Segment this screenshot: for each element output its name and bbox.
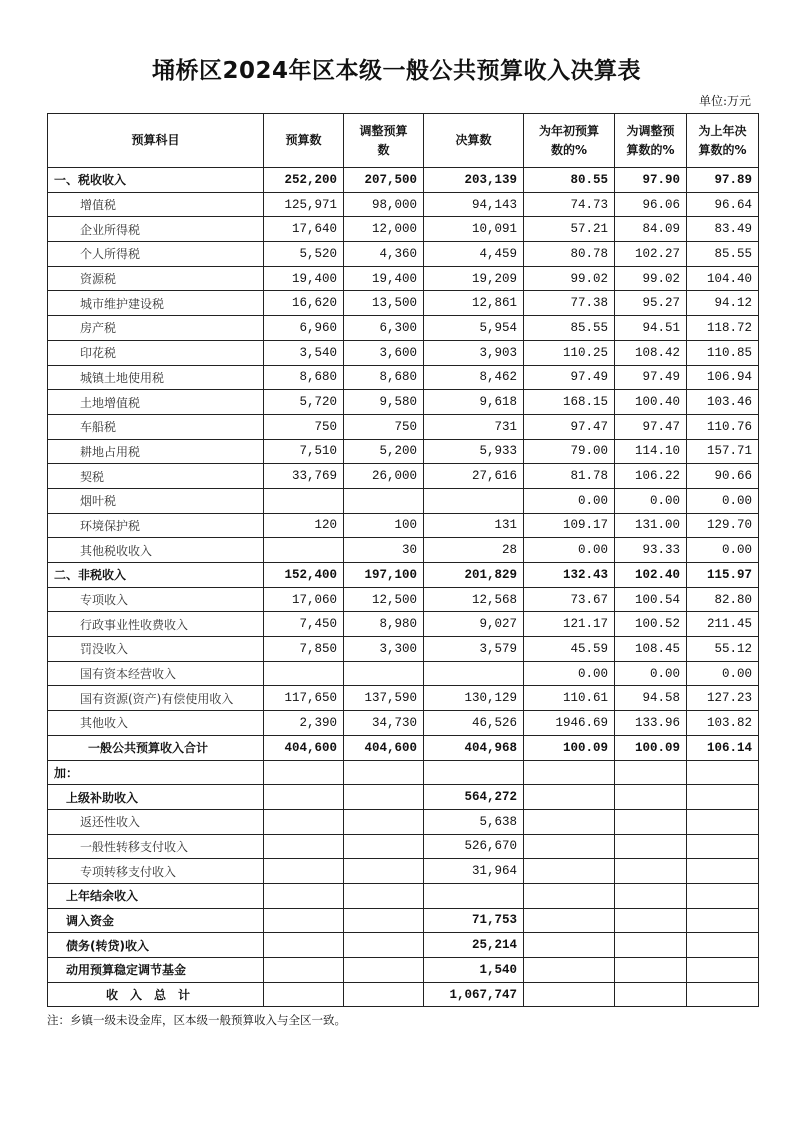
cell-pct-last-year: 82.80 — [687, 587, 759, 612]
cell-budget: 8,680 — [264, 365, 344, 390]
table-row — [48, 760, 759, 785]
cell-pct-adjusted — [615, 883, 687, 908]
header-pct-adjusted: 为调整预算数的% — [615, 114, 687, 168]
cell-pct-adjusted — [615, 834, 687, 859]
table-row — [48, 686, 759, 711]
table-row — [48, 859, 759, 884]
footnote: 注：乡镇一级未设金库，区本级一般预算收入与全区一致。 — [47, 1013, 346, 1027]
cell-pct-adjusted — [615, 982, 687, 1007]
cell-adjusted-budget: 4,360 — [344, 242, 424, 267]
cell-budget — [264, 933, 344, 958]
cell-budget: 17,640 — [264, 217, 344, 242]
cell-pct-initial: 0.00 — [524, 661, 615, 686]
cell-subject: 耕地占用税 — [48, 439, 264, 464]
cell-adjusted-budget: 12,500 — [344, 587, 424, 612]
header-pct-initial: 为年初预算数的% — [524, 114, 615, 168]
cell-pct-last-year — [687, 933, 759, 958]
table-row — [48, 464, 759, 489]
table-row — [48, 908, 759, 933]
cell-pct-adjusted: 94.51 — [615, 316, 687, 341]
cell-subject: 一、税收收入 — [48, 168, 264, 193]
table-row — [48, 538, 759, 563]
table-body — [48, 168, 759, 1007]
cell-final: 5,954 — [424, 316, 524, 341]
cell-subject: 一般性转移支付收入 — [48, 834, 264, 859]
cell-adjusted-budget: 8,680 — [344, 365, 424, 390]
cell-pct-last-year — [687, 982, 759, 1007]
cell-final: 5,933 — [424, 439, 524, 464]
cell-pct-initial: 121.17 — [524, 612, 615, 637]
cell-pct-adjusted: 0.00 — [615, 488, 687, 513]
cell-budget: 152,400 — [264, 563, 344, 588]
cell-pct-last-year — [687, 785, 759, 810]
cell-adjusted-budget: 98,000 — [344, 192, 424, 217]
cell-pct-adjusted — [615, 809, 687, 834]
table-row — [48, 291, 759, 316]
cell-pct-last-year: 115.97 — [687, 563, 759, 588]
cell-adjusted-budget — [344, 982, 424, 1007]
cell-adjusted-budget: 6,300 — [344, 316, 424, 341]
cell-pct-last-year: 106.94 — [687, 365, 759, 390]
page-title: 埇桥区2024年区本级一般公共预算收入决算表 — [151, 58, 641, 84]
cell-final: 9,027 — [424, 612, 524, 637]
header-adjusted-budget: 调整预算数 — [344, 114, 424, 168]
cell-final: 25,214 — [424, 933, 524, 958]
cell-budget: 125,971 — [264, 192, 344, 217]
cell-subject: 上年结余收入 — [48, 883, 264, 908]
cell-subject: 房产税 — [48, 316, 264, 341]
cell-adjusted-budget: 3,600 — [344, 340, 424, 365]
cell-pct-initial — [524, 834, 615, 859]
cell-budget: 7,450 — [264, 612, 344, 637]
cell-pct-initial: 1946.69 — [524, 711, 615, 736]
cell-budget: 7,510 — [264, 439, 344, 464]
cell-pct-last-year: 94.12 — [687, 291, 759, 316]
cell-pct-initial: 57.21 — [524, 217, 615, 242]
cell-pct-adjusted: 114.10 — [615, 439, 687, 464]
table-row — [48, 982, 759, 1007]
cell-budget — [264, 760, 344, 785]
cell-pct-last-year: 211.45 — [687, 612, 759, 637]
cell-pct-adjusted: 93.33 — [615, 538, 687, 563]
cell-pct-initial: 110.61 — [524, 686, 615, 711]
table-row — [48, 488, 759, 513]
table-row — [48, 340, 759, 365]
cell-budget: 117,650 — [264, 686, 344, 711]
cell-pct-initial: 132.43 — [524, 563, 615, 588]
cell-final: 5,638 — [424, 809, 524, 834]
table-row — [48, 661, 759, 686]
cell-budget: 16,620 — [264, 291, 344, 316]
cell-adjusted-budget: 9,580 — [344, 390, 424, 415]
cell-pct-initial: 85.55 — [524, 316, 615, 341]
cell-adjusted-budget: 750 — [344, 414, 424, 439]
cell-adjusted-budget — [344, 661, 424, 686]
cell-budget: 3,540 — [264, 340, 344, 365]
cell-pct-initial: 109.17 — [524, 513, 615, 538]
cell-adjusted-budget: 3,300 — [344, 637, 424, 662]
cell-final: 526,670 — [424, 834, 524, 859]
cell-budget — [264, 908, 344, 933]
table-row — [48, 316, 759, 341]
cell-pct-initial: 81.78 — [524, 464, 615, 489]
cell-final: 404,968 — [424, 735, 524, 760]
cell-subject: 契税 — [48, 464, 264, 489]
cell-pct-initial: 80.55 — [524, 168, 615, 193]
cell-adjusted-budget — [344, 760, 424, 785]
header-final: 决算数 — [424, 114, 524, 168]
cell-budget: 750 — [264, 414, 344, 439]
cell-budget — [264, 958, 344, 983]
cell-adjusted-budget: 137,590 — [344, 686, 424, 711]
cell-pct-adjusted: 94.58 — [615, 686, 687, 711]
table-row — [48, 365, 759, 390]
cell-pct-adjusted: 97.47 — [615, 414, 687, 439]
cell-final: 564,272 — [424, 785, 524, 810]
table-row — [48, 612, 759, 637]
cell-pct-initial: 74.73 — [524, 192, 615, 217]
cell-pct-initial — [524, 859, 615, 884]
cell-pct-last-year: 0.00 — [687, 661, 759, 686]
cell-pct-initial: 99.02 — [524, 266, 615, 291]
cell-budget: 7,850 — [264, 637, 344, 662]
cell-final: 94,143 — [424, 192, 524, 217]
cell-budget: 404,600 — [264, 735, 344, 760]
cell-subject: 二、非税收入 — [48, 563, 264, 588]
cell-adjusted-budget: 30 — [344, 538, 424, 563]
cell-subject: 城镇土地使用税 — [48, 365, 264, 390]
cell-final: 201,829 — [424, 563, 524, 588]
cell-pct-last-year — [687, 760, 759, 785]
cell-budget — [264, 661, 344, 686]
cell-final: 131 — [424, 513, 524, 538]
table-row — [48, 414, 759, 439]
cell-adjusted-budget: 404,600 — [344, 735, 424, 760]
cell-pct-adjusted: 97.49 — [615, 365, 687, 390]
cell-pct-initial: 79.00 — [524, 439, 615, 464]
cell-final: 71,753 — [424, 908, 524, 933]
cell-final: 3,579 — [424, 637, 524, 662]
cell-budget — [264, 883, 344, 908]
cell-subject: 车船税 — [48, 414, 264, 439]
cell-adjusted-budget — [344, 834, 424, 859]
cell-pct-last-year: 85.55 — [687, 242, 759, 267]
cell-pct-last-year: 0.00 — [687, 488, 759, 513]
cell-pct-last-year: 97.89 — [687, 168, 759, 193]
cell-pct-adjusted: 0.00 — [615, 661, 687, 686]
cell-adjusted-budget: 197,100 — [344, 563, 424, 588]
cell-pct-last-year: 104.40 — [687, 266, 759, 291]
cell-subject: 上级补助收入 — [48, 785, 264, 810]
cell-pct-last-year — [687, 809, 759, 834]
cell-pct-adjusted — [615, 785, 687, 810]
cell-subject: 加： — [48, 760, 264, 785]
cell-pct-last-year: 55.12 — [687, 637, 759, 662]
cell-final — [424, 760, 524, 785]
table-row — [48, 563, 759, 588]
cell-subject: 企业所得税 — [48, 217, 264, 242]
cell-adjusted-budget: 13,500 — [344, 291, 424, 316]
table-row — [48, 637, 759, 662]
cell-pct-initial: 100.09 — [524, 735, 615, 760]
cell-subject: 增值税 — [48, 192, 264, 217]
table-row — [48, 242, 759, 267]
cell-adjusted-budget: 8,980 — [344, 612, 424, 637]
cell-budget: 17,060 — [264, 587, 344, 612]
cell-pct-last-year — [687, 958, 759, 983]
cell-pct-initial — [524, 809, 615, 834]
header-subject: 预算科目 — [48, 114, 264, 168]
budget-revenue-table — [47, 113, 759, 1007]
cell-pct-last-year — [687, 883, 759, 908]
table-row — [48, 192, 759, 217]
cell-budget: 5,720 — [264, 390, 344, 415]
cell-final: 12,861 — [424, 291, 524, 316]
cell-pct-adjusted: 95.27 — [615, 291, 687, 316]
table-row — [48, 266, 759, 291]
cell-pct-adjusted: 99.02 — [615, 266, 687, 291]
table-row — [48, 513, 759, 538]
cell-pct-last-year: 96.64 — [687, 192, 759, 217]
cell-adjusted-budget — [344, 809, 424, 834]
cell-pct-adjusted — [615, 958, 687, 983]
cell-subject: 返还性收入 — [48, 809, 264, 834]
cell-adjusted-budget: 26,000 — [344, 464, 424, 489]
cell-pct-adjusted: 108.45 — [615, 637, 687, 662]
cell-pct-last-year: 110.85 — [687, 340, 759, 365]
cell-pct-last-year: 90.66 — [687, 464, 759, 489]
cell-pct-adjusted: 100.54 — [615, 587, 687, 612]
cell-budget: 5,520 — [264, 242, 344, 267]
cell-subject: 动用预算稳定调节基金 — [48, 958, 264, 983]
cell-budget: 19,400 — [264, 266, 344, 291]
cell-pct-initial — [524, 760, 615, 785]
cell-final: 3,903 — [424, 340, 524, 365]
cell-pct-initial: 97.47 — [524, 414, 615, 439]
cell-budget — [264, 859, 344, 884]
cell-budget — [264, 488, 344, 513]
cell-pct-adjusted — [615, 859, 687, 884]
cell-pct-initial: 97.49 — [524, 365, 615, 390]
cell-pct-initial — [524, 958, 615, 983]
cell-budget — [264, 809, 344, 834]
cell-subject: 国有资本经营收入 — [48, 661, 264, 686]
table-row — [48, 711, 759, 736]
cell-adjusted-budget: 5,200 — [344, 439, 424, 464]
cell-pct-initial — [524, 785, 615, 810]
cell-pct-last-year: 103.46 — [687, 390, 759, 415]
cell-budget — [264, 538, 344, 563]
cell-pct-last-year: 110.76 — [687, 414, 759, 439]
cell-budget: 120 — [264, 513, 344, 538]
table-row — [48, 217, 759, 242]
cell-pct-initial: 73.67 — [524, 587, 615, 612]
cell-final: 10,091 — [424, 217, 524, 242]
cell-pct-last-year: 0.00 — [687, 538, 759, 563]
cell-subject: 烟叶税 — [48, 488, 264, 513]
table-row — [48, 933, 759, 958]
table-row — [48, 168, 759, 193]
header-pct-last-year: 为上年决算数的% — [687, 114, 759, 168]
cell-adjusted-budget: 12,000 — [344, 217, 424, 242]
cell-budget — [264, 834, 344, 859]
cell-pct-initial: 45.59 — [524, 637, 615, 662]
table-row — [48, 834, 759, 859]
cell-subject: 专项收入 — [48, 587, 264, 612]
cell-subject: 债务(转贷)收入 — [48, 933, 264, 958]
cell-pct-adjusted: 108.42 — [615, 340, 687, 365]
cell-pct-adjusted: 96.06 — [615, 192, 687, 217]
cell-final: 203,139 — [424, 168, 524, 193]
cell-subject: 环境保护税 — [48, 513, 264, 538]
cell-pct-last-year: 103.82 — [687, 711, 759, 736]
cell-subject: 其他收入 — [48, 711, 264, 736]
cell-pct-adjusted: 100.09 — [615, 735, 687, 760]
cell-adjusted-budget: 207,500 — [344, 168, 424, 193]
cell-subject: 专项转移支付收入 — [48, 859, 264, 884]
cell-subject: 其他税收收入 — [48, 538, 264, 563]
cell-adjusted-budget — [344, 859, 424, 884]
cell-final: 31,964 — [424, 859, 524, 884]
cell-subject: 城市维护建设税 — [48, 291, 264, 316]
cell-final: 12,568 — [424, 587, 524, 612]
cell-final: 9,618 — [424, 390, 524, 415]
cell-adjusted-budget — [344, 908, 424, 933]
cell-adjusted-budget: 19,400 — [344, 266, 424, 291]
cell-final — [424, 883, 524, 908]
cell-pct-adjusted — [615, 760, 687, 785]
cell-pct-adjusted — [615, 933, 687, 958]
cell-subject: 土地增值税 — [48, 390, 264, 415]
cell-pct-initial: 80.78 — [524, 242, 615, 267]
cell-final: 46,526 — [424, 711, 524, 736]
cell-final: 731 — [424, 414, 524, 439]
unit-label: 单位:万元 — [698, 94, 751, 108]
cell-final: 1,540 — [424, 958, 524, 983]
table-row — [48, 587, 759, 612]
cell-pct-adjusted: 100.52 — [615, 612, 687, 637]
table-row — [48, 390, 759, 415]
header-row — [48, 114, 759, 168]
cell-adjusted-budget — [344, 958, 424, 983]
cell-pct-initial — [524, 933, 615, 958]
cell-budget: 252,200 — [264, 168, 344, 193]
cell-pct-initial: 77.38 — [524, 291, 615, 316]
cell-pct-adjusted: 100.40 — [615, 390, 687, 415]
cell-adjusted-budget — [344, 883, 424, 908]
cell-pct-last-year: 129.70 — [687, 513, 759, 538]
table-row — [48, 785, 759, 810]
cell-final: 19,209 — [424, 266, 524, 291]
cell-final: 1,067,747 — [424, 982, 524, 1007]
cell-subject: 一般公共预算收入合计 — [48, 735, 264, 760]
cell-adjusted-budget — [344, 488, 424, 513]
cell-pct-initial — [524, 908, 615, 933]
cell-final: 28 — [424, 538, 524, 563]
cell-budget: 6,960 — [264, 316, 344, 341]
cell-adjusted-budget: 34,730 — [344, 711, 424, 736]
cell-pct-adjusted — [615, 908, 687, 933]
cell-pct-initial: 168.15 — [524, 390, 615, 415]
cell-pct-last-year: 157.71 — [687, 439, 759, 464]
cell-final: 27,616 — [424, 464, 524, 489]
table-row — [48, 883, 759, 908]
cell-pct-adjusted: 133.96 — [615, 711, 687, 736]
cell-subject: 印花税 — [48, 340, 264, 365]
cell-adjusted-budget — [344, 785, 424, 810]
table-row — [48, 735, 759, 760]
cell-budget: 2,390 — [264, 711, 344, 736]
table-row — [48, 809, 759, 834]
cell-pct-last-year: 106.14 — [687, 735, 759, 760]
cell-subject: 调入资金 — [48, 908, 264, 933]
header-budget: 预算数 — [264, 114, 344, 168]
cell-pct-initial: 0.00 — [524, 538, 615, 563]
cell-subject: 资源税 — [48, 266, 264, 291]
cell-pct-adjusted: 97.90 — [615, 168, 687, 193]
cell-pct-adjusted: 106.22 — [615, 464, 687, 489]
cell-final — [424, 488, 524, 513]
cell-adjusted-budget — [344, 933, 424, 958]
cell-pct-last-year — [687, 859, 759, 884]
cell-final — [424, 661, 524, 686]
cell-pct-adjusted: 131.00 — [615, 513, 687, 538]
cell-final: 8,462 — [424, 365, 524, 390]
cell-pct-adjusted: 84.09 — [615, 217, 687, 242]
cell-pct-initial — [524, 982, 615, 1007]
cell-subject: 收入总计 — [48, 982, 264, 1007]
cell-pct-last-year: 127.23 — [687, 686, 759, 711]
cell-subject: 个人所得税 — [48, 242, 264, 267]
cell-pct-initial: 0.00 — [524, 488, 615, 513]
cell-adjusted-budget: 100 — [344, 513, 424, 538]
cell-pct-last-year: 83.49 — [687, 217, 759, 242]
table-row — [48, 958, 759, 983]
cell-subject: 国有资源(资产)有偿使用收入 — [48, 686, 264, 711]
cell-pct-initial: 110.25 — [524, 340, 615, 365]
cell-pct-last-year — [687, 908, 759, 933]
cell-final: 130,129 — [424, 686, 524, 711]
cell-subject: 行政事业性收费收入 — [48, 612, 264, 637]
cell-pct-adjusted: 102.27 — [615, 242, 687, 267]
cell-budget — [264, 982, 344, 1007]
cell-pct-initial — [524, 883, 615, 908]
cell-budget: 33,769 — [264, 464, 344, 489]
cell-budget — [264, 785, 344, 810]
cell-pct-last-year: 118.72 — [687, 316, 759, 341]
table-row — [48, 439, 759, 464]
cell-subject: 罚没收入 — [48, 637, 264, 662]
cell-final: 4,459 — [424, 242, 524, 267]
cell-pct-adjusted: 102.40 — [615, 563, 687, 588]
cell-pct-last-year — [687, 834, 759, 859]
